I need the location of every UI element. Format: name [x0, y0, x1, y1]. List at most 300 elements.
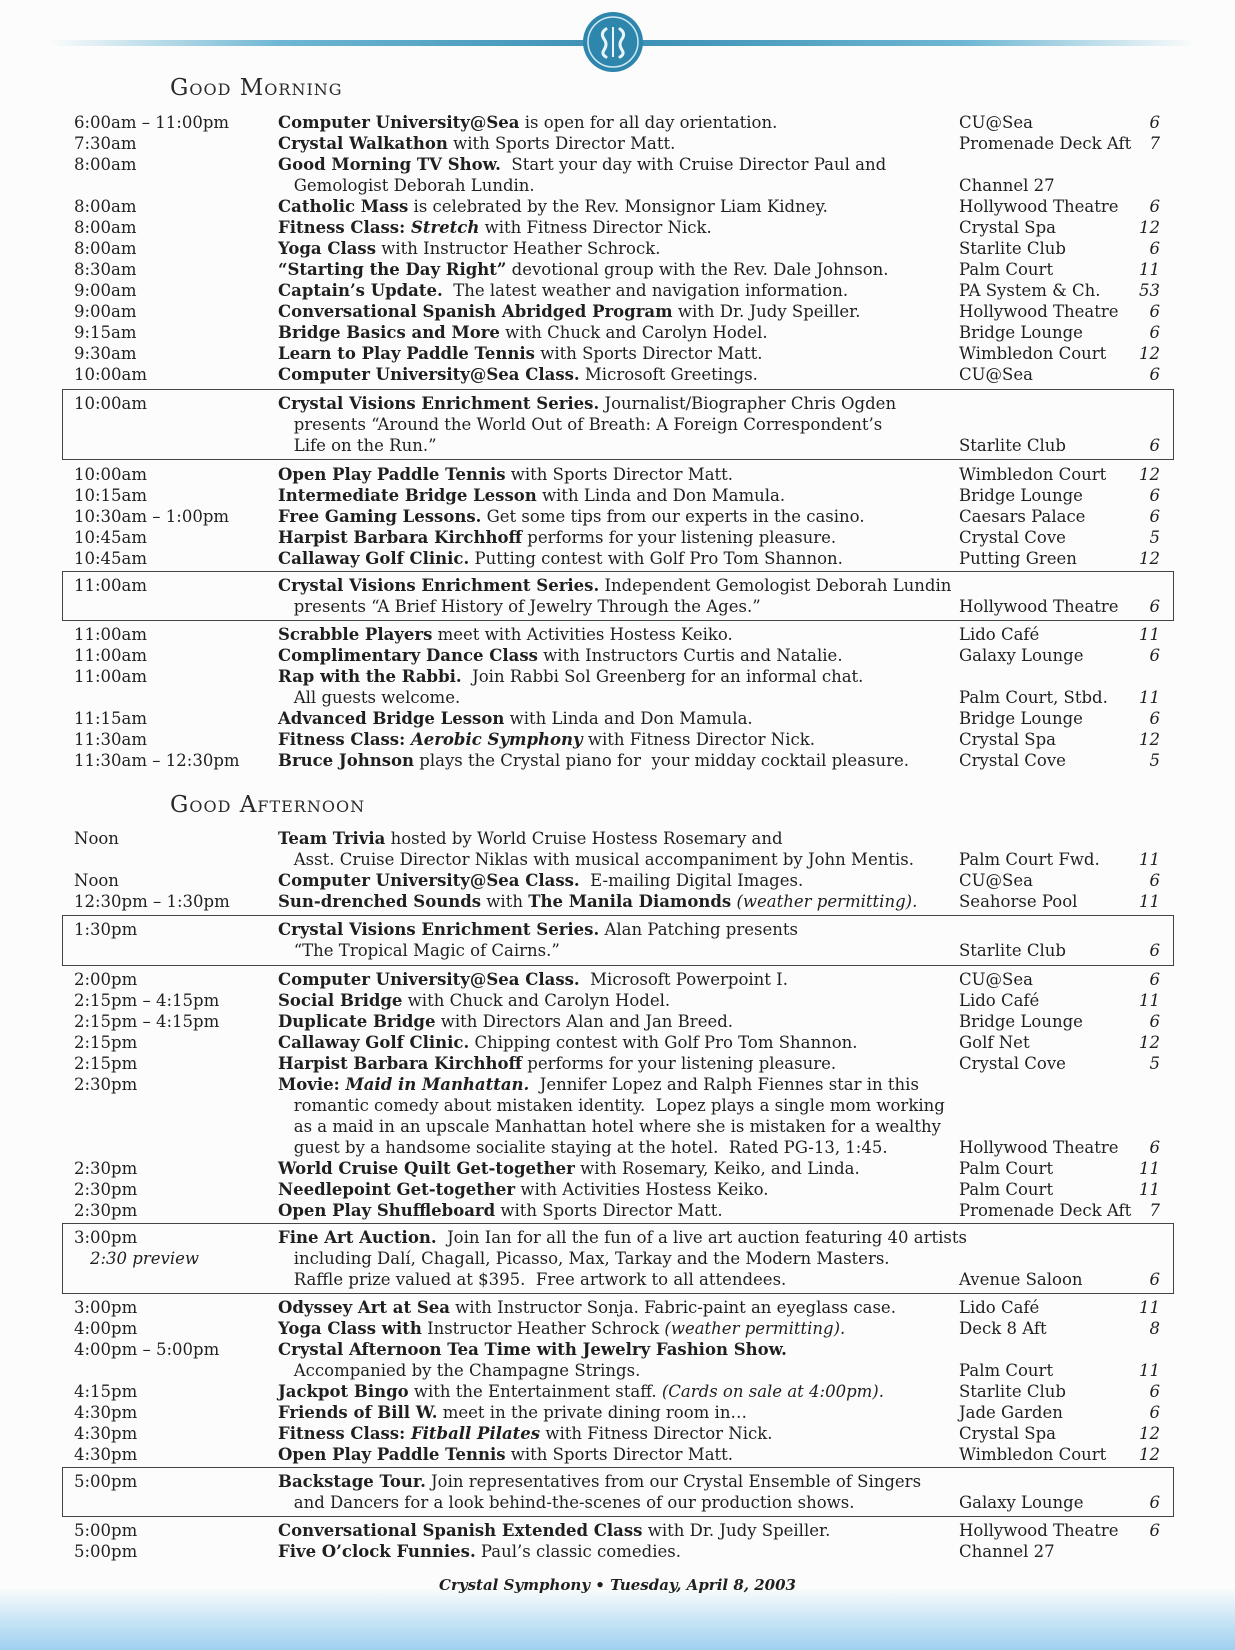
event-name: Five O’clock Funnies.	[278, 1542, 476, 1561]
schedule-row	[62, 1011, 1174, 1032]
event-detail: with Instructor Sonja. Fabric-paint an eyeglass case.	[449, 1298, 896, 1317]
event-time: 8:00am	[74, 155, 137, 174]
event-detail: with Sports Director Matt.	[495, 1201, 723, 1220]
event-time: 5:00pm	[74, 1521, 138, 1540]
event-location: Promenade Deck Aft	[959, 1201, 1132, 1220]
schedule-row	[62, 435, 1174, 456]
event-name: Bridge Basics and More	[278, 323, 500, 342]
event-location: Seahorse Pool	[959, 892, 1078, 911]
event-time: 6:00am – 11:00pm	[74, 113, 230, 132]
event-time: 8:00am	[74, 218, 137, 237]
event-detail: is open for all day orientation.	[519, 113, 778, 132]
event-detail: as a maid in an upscale Manhattan hotel where she is mistaken for a wealthy	[278, 1117, 941, 1136]
event-description	[278, 1116, 941, 1137]
deck-number: 12	[1139, 1424, 1160, 1443]
event-time: 4:30pm	[74, 1403, 138, 1422]
event-name: Harpist Barbara Kirchhoff	[278, 528, 523, 547]
deck-number: 11	[1139, 260, 1160, 279]
deck-number: 11	[1139, 850, 1160, 869]
schedule-row	[62, 1492, 1174, 1513]
event-name: Computer University@Sea Class.	[278, 365, 580, 384]
schedule-row	[62, 1339, 1174, 1360]
schedule-row	[62, 1541, 1174, 1562]
event-name: Crystal Walkathon	[278, 134, 448, 153]
event-time: 12:30pm – 1:30pm	[74, 892, 230, 911]
event-detail: with Sports Director Matt.	[505, 1445, 734, 1464]
deck-number: 6	[1149, 1270, 1160, 1289]
event-name: Jackpot Bingo	[278, 1382, 409, 1401]
event-name: Computer University@Sea	[278, 113, 520, 132]
deck-number: 12	[1139, 344, 1160, 363]
event-description	[278, 1095, 945, 1116]
schedule-row	[62, 624, 1174, 645]
schedule-row	[62, 1032, 1174, 1053]
event-detail: plays the Crystal piano for your midday cocktail pleasure.	[414, 751, 910, 770]
event-detail: and Dancers for a look behind-the-scenes of our production shows.	[278, 1493, 855, 1512]
event-location: CU@Sea	[959, 113, 1033, 132]
page-footer: Crystal Symphony • Tuesday, April 8, 2003	[439, 1576, 796, 1594]
event-name: Advanced Bridge Lesson	[278, 709, 505, 728]
event-description	[278, 238, 660, 259]
event-description	[278, 596, 761, 617]
event-location: CU@Sea	[959, 970, 1033, 989]
event-name: Crystal Visions Enrichment Series.	[278, 576, 600, 595]
event-description	[278, 1492, 855, 1513]
event-time: 10:45am	[74, 528, 148, 547]
event-location: Wimbledon Court	[959, 1445, 1107, 1464]
schedule-row	[62, 393, 1174, 414]
event-detail: with Sports Director Matt.	[447, 134, 676, 153]
event-time: 4:00pm – 5:00pm	[74, 1340, 220, 1359]
deck-number: 6	[1149, 941, 1160, 960]
schedule-row	[62, 1248, 1174, 1269]
event-name: Computer University@Sea Class.	[278, 871, 580, 890]
event-detail: presents “A Brief History of Jewelry Through the Ages.”	[278, 597, 761, 616]
schedule-row	[62, 343, 1174, 364]
event-time: 10:00am	[74, 365, 148, 384]
event-description	[278, 1381, 884, 1402]
event-name: Movie:	[278, 1075, 346, 1094]
event-location: Lido Café	[959, 991, 1040, 1010]
schedule-row	[62, 575, 1174, 596]
event-description	[278, 527, 836, 548]
event-time: 3:00pm	[74, 1298, 138, 1317]
schedule-row	[62, 414, 1174, 435]
event-location: Galaxy Lounge	[959, 646, 1084, 665]
event-description	[278, 870, 803, 891]
event-location: CU@Sea	[959, 871, 1033, 890]
event-time: 2:15pm – 4:15pm	[74, 1012, 220, 1031]
event-detail: Join Ian for all the fun of a live art auction featuring 40 artists	[436, 1228, 967, 1247]
deck-number: 6	[1149, 323, 1160, 342]
event-detail: Putting contest with Golf Pro Tom Shannon.	[469, 549, 843, 568]
event-description	[278, 259, 889, 280]
event-time: Noon	[74, 871, 119, 890]
event-detail: with Dr. Judy Speiller.	[642, 1521, 831, 1540]
event-description	[278, 729, 815, 750]
event-detail: with Activities Hostess Keiko.	[515, 1180, 769, 1199]
event-detail: Journalist/Biographer Chris Ogden	[599, 394, 897, 413]
event-description	[278, 891, 917, 912]
event-location: Starlite Club	[959, 436, 1066, 455]
event-name: Intermediate Bridge Lesson	[278, 486, 537, 505]
event-description	[278, 624, 733, 645]
event-location: Channel 27	[959, 176, 1055, 195]
event-name: Needlepoint Get-together	[278, 1180, 516, 1199]
schedule-row	[62, 548, 1174, 569]
event-detail: including Dalí, Chagall, Picasso, Max, Tarkay and the Modern Masters.	[278, 1249, 890, 1268]
event-location: CU@Sea	[959, 365, 1033, 384]
event-name: Fitness Class:	[278, 1424, 411, 1443]
event-description	[278, 1339, 787, 1360]
event-detail: Chipping contest with Golf Pro Tom Shannon.	[469, 1033, 858, 1052]
schedule-row	[62, 849, 1174, 870]
event-detail: romantic comedy about mistaken identity. Lopez plays a single mom working	[278, 1096, 945, 1115]
event-location: Palm Court, Stbd.	[959, 688, 1108, 707]
event-location: Palm Court Fwd.	[959, 850, 1100, 869]
event-description	[278, 322, 768, 343]
event-time: 2:30pm	[74, 1075, 138, 1094]
event-time: 4:30pm	[74, 1424, 138, 1443]
deck-number: 6	[1149, 197, 1160, 216]
event-description	[278, 1471, 921, 1492]
event-name: Catholic Mass	[278, 197, 409, 216]
event-name: Open Play Paddle Tennis	[278, 1445, 506, 1464]
schedule-row	[62, 1116, 1174, 1137]
event-detail: Microsoft Powerpoint I.	[579, 970, 788, 989]
event-name: Callaway Golf Clinic.	[278, 549, 470, 568]
event-location: Crystal Spa	[959, 1424, 1056, 1443]
event-location: Promenade Deck Aft	[959, 134, 1132, 153]
event-name: Conversational Spanish Abridged Program	[278, 302, 673, 321]
event-description	[278, 990, 670, 1011]
deck-number: 12	[1139, 1033, 1160, 1052]
event-description	[278, 1444, 733, 1465]
schedule-row	[62, 1269, 1174, 1290]
event-name: Maid in Manhattan.	[345, 1075, 530, 1094]
event-description	[278, 485, 785, 506]
event-description	[278, 666, 863, 687]
schedule-row	[62, 1158, 1174, 1179]
event-detail: Raffle prize valued at $395. Free artwork to all attendees.	[278, 1270, 787, 1289]
event-detail: with Instructor Heather Schrock.	[376, 239, 661, 258]
event-detail: with the Entertainment staff.	[408, 1382, 662, 1401]
deck-number: 6	[1149, 646, 1160, 665]
deck-number: 6	[1149, 1012, 1160, 1031]
event-description	[278, 393, 896, 414]
event-detail: Join representatives from our Crystal Ensemble of Singers	[425, 1472, 922, 1491]
schedule-row	[62, 196, 1174, 217]
deck-number: 5	[1149, 528, 1160, 547]
event-detail: performs for your listening pleasure.	[522, 528, 837, 547]
schedule-row	[62, 1471, 1174, 1492]
event-time: 10:30am – 1:00pm	[74, 507, 230, 526]
event-time: 11:30am	[74, 730, 148, 749]
event-description	[278, 1137, 888, 1158]
event-description	[278, 1227, 967, 1248]
event-time: 9:00am	[74, 302, 137, 321]
deck-number: 6	[1149, 871, 1160, 890]
event-time: 11:15am	[74, 709, 148, 728]
event-name: Odyssey Art at Sea	[278, 1298, 450, 1317]
event-time: 8:00am	[74, 197, 137, 216]
deck-number: 6	[1149, 709, 1160, 728]
event-description	[278, 343, 762, 364]
event-description	[278, 1402, 747, 1423]
deck-number: 7	[1149, 134, 1160, 153]
event-time: 10:15am	[74, 486, 148, 505]
event-location: Deck 8 Aft	[959, 1319, 1047, 1338]
schedule-row	[62, 828, 1174, 849]
event-time: 10:45am	[74, 549, 148, 568]
deck-number: 6	[1149, 365, 1160, 384]
event-name: (Cards on sale at 4:00pm).	[661, 1382, 884, 1401]
schedule-row	[62, 280, 1174, 301]
schedule-row	[62, 1297, 1174, 1318]
schedule-row	[62, 645, 1174, 666]
deck-number: 11	[1139, 1180, 1160, 1199]
event-name: Bruce Johnson	[278, 751, 415, 770]
deck-number: 11	[1139, 892, 1160, 911]
event-time: 11:00am	[74, 667, 148, 686]
event-location: Jade Garden	[959, 1403, 1063, 1422]
deck-number: 5	[1149, 751, 1160, 770]
schedule-row	[62, 154, 1174, 175]
schedule-row	[62, 506, 1174, 527]
event-description	[278, 364, 758, 385]
event-time: 2:30pm	[74, 1159, 138, 1178]
deck-number: 6	[1149, 436, 1160, 455]
event-detail: Instructor Heather Schrock	[421, 1319, 665, 1338]
deck-number: 6	[1149, 597, 1160, 616]
event-detail: Asst. Cruise Director Niklas with musical accompaniment by John Mentis.	[278, 850, 914, 869]
event-name: Fine Art Auction.	[278, 1228, 437, 1247]
event-description	[278, 414, 882, 435]
event-name: The Manila Diamonds	[528, 892, 732, 911]
event-detail: with Rosemary, Keiko, and Linda.	[574, 1159, 860, 1178]
event-name: (weather permitting).	[731, 892, 918, 911]
event-location: Hollywood Theatre	[959, 302, 1119, 321]
schedule-row	[62, 1074, 1174, 1095]
schedule-row	[62, 596, 1174, 617]
event-detail: with	[481, 892, 529, 911]
seahorse-emblem-icon	[582, 11, 644, 73]
event-location: Putting Green	[959, 549, 1077, 568]
event-location: Starlite Club	[959, 1382, 1066, 1401]
schedule-row	[62, 1318, 1174, 1339]
deck-number: 6	[1149, 1382, 1160, 1401]
event-description	[278, 849, 914, 870]
section-title: Good Afternoon	[170, 792, 366, 818]
deck-number: 6	[1149, 1403, 1160, 1422]
event-detail: with Chuck and Carolyn Hodel.	[402, 991, 671, 1010]
event-location: Starlite Club	[959, 239, 1066, 258]
event-detail: with Fitness Director Nick.	[479, 218, 712, 237]
schedule-row	[62, 364, 1174, 385]
event-location: Crystal Cove	[959, 528, 1066, 547]
deck-number: 6	[1149, 1493, 1160, 1512]
event-name: Crystal Visions Enrichment Series.	[278, 394, 600, 413]
event-name: Backstage Tour.	[278, 1472, 426, 1491]
deck-number: 12	[1139, 549, 1160, 568]
event-location: Palm Court	[959, 1361, 1054, 1380]
event-location: PA System & Ch.	[959, 281, 1101, 300]
deck-number: 8	[1149, 1319, 1160, 1338]
event-location: Bridge Lounge	[959, 486, 1083, 505]
event-description	[278, 919, 798, 940]
event-detail: Alan Patching presents	[599, 920, 798, 939]
deck-number: 11	[1139, 688, 1160, 707]
event-detail: with Instructors Curtis and Natalie.	[537, 646, 843, 665]
event-description	[278, 196, 828, 217]
event-description	[278, 280, 848, 301]
schedule-row	[62, 133, 1174, 154]
deck-number: 12	[1139, 1445, 1160, 1464]
event-time: 11:00am	[74, 625, 148, 644]
schedule-row	[62, 969, 1174, 990]
schedule-row	[62, 729, 1174, 750]
schedule-row	[62, 1227, 1174, 1248]
event-description	[278, 1158, 860, 1179]
deck-number: 6	[1149, 239, 1160, 258]
event-detail: Microsoft Greetings.	[579, 365, 758, 384]
event-description	[278, 750, 909, 771]
deck-number: 6	[1149, 113, 1160, 132]
event-time: 3:00pm	[74, 1228, 138, 1247]
event-time: 2:00pm	[74, 970, 138, 989]
event-location: Palm Court	[959, 1159, 1054, 1178]
event-name: Scrabble Players	[278, 625, 433, 644]
event-time: 1:30pm	[74, 920, 138, 939]
event-name: Captain’s Update.	[278, 281, 443, 300]
event-detail: E-mailing Digital Images.	[579, 871, 804, 890]
event-detail: with Fitness Director Nick.	[582, 730, 815, 749]
event-description	[278, 548, 843, 569]
event-detail: with Sports Director Matt.	[534, 344, 763, 363]
event-description	[278, 1179, 768, 1200]
event-location: Channel 27	[959, 1542, 1055, 1561]
deck-number: 6	[1149, 302, 1160, 321]
event-detail: devotional group with the Rev. Dale Johnson.	[506, 260, 889, 279]
event-name: Complimentary Dance Class	[278, 646, 538, 665]
event-name: Social Bridge	[278, 991, 403, 1010]
event-detail: Paul’s classic comedies.	[475, 1542, 681, 1561]
deck-number: 7	[1149, 1201, 1160, 1220]
event-description	[278, 506, 865, 527]
deck-number: 53	[1139, 281, 1160, 300]
event-description	[278, 940, 560, 961]
event-detail: All guests welcome.	[278, 688, 461, 707]
event-detail: Independent Gemologist Deborah Lundin	[599, 576, 952, 595]
event-name: Open Play Paddle Tennis	[278, 465, 506, 484]
event-detail: meet with Activities Hostess Keiko.	[432, 625, 733, 644]
event-name: Stretch	[410, 218, 480, 237]
event-description	[278, 301, 860, 322]
event-description	[278, 154, 886, 175]
event-name: Conversational Spanish Extended Class	[278, 1521, 643, 1540]
event-time: 11:30am – 12:30pm	[74, 751, 240, 770]
deck-number: 12	[1139, 465, 1160, 484]
event-description	[278, 708, 753, 729]
event-description	[278, 1297, 896, 1318]
event-time: 11:00am	[74, 576, 148, 595]
event-name: Yoga Class	[278, 239, 376, 258]
event-name: Rap with the Rabbi.	[278, 667, 462, 686]
deck-number: 5	[1149, 1054, 1160, 1073]
event-detail: with Chuck and Carolyn Hodel.	[499, 323, 768, 342]
deck-number: 11	[1139, 1159, 1160, 1178]
event-location: Caesars Palace	[959, 507, 1086, 526]
event-name: Friends of Bill W.	[278, 1403, 438, 1422]
event-time: 4:15pm	[74, 1382, 138, 1401]
event-description	[278, 687, 460, 708]
event-location: Starlite Club	[959, 941, 1066, 960]
event-detail: with Linda and Don Mamula.	[504, 709, 753, 728]
event-location: Hollywood Theatre	[959, 1138, 1119, 1157]
schedule-row	[62, 1360, 1174, 1381]
deck-number: 11	[1139, 625, 1160, 644]
event-location: Lido Café	[959, 1298, 1040, 1317]
schedule-row	[62, 990, 1174, 1011]
event-detail: guest by a handsome socialite staying at the hotel. Rated PG-13, 1:45.	[278, 1138, 888, 1157]
schedule-row	[62, 1444, 1174, 1465]
schedule-row	[62, 666, 1174, 687]
event-name: Crystal Afternoon Tea Time with Jewelry Fashion Show.	[278, 1340, 787, 1359]
event-description	[278, 1423, 772, 1444]
event-location: Crystal Spa	[959, 218, 1056, 237]
deck-number: 6	[1149, 970, 1160, 989]
event-location: Palm Court	[959, 1180, 1054, 1199]
event-name: Aerobic Symphony	[410, 730, 583, 749]
event-name: Computer University@Sea Class.	[278, 970, 580, 989]
event-description	[278, 1541, 681, 1562]
schedule-row	[62, 464, 1174, 485]
schedule-row	[62, 1423, 1174, 1444]
schedule-row	[62, 1402, 1174, 1423]
event-location: Avenue Saloon	[959, 1270, 1083, 1289]
event-name: World Cruise Quilt Get-together	[278, 1159, 575, 1178]
event-description	[278, 217, 712, 238]
event-name: “Starting the Day Right”	[278, 260, 507, 279]
event-time: 9:30am	[74, 344, 137, 363]
schedule-row	[62, 1053, 1174, 1074]
event-detail: Join Rabbi Sol Greenberg for an informal chat.	[461, 667, 864, 686]
schedule-row	[62, 750, 1174, 771]
event-name: Yoga Class with	[278, 1319, 422, 1338]
event-detail: Start your day with Cruise Director Paul and	[500, 155, 887, 174]
event-description	[278, 969, 788, 990]
event-name: Fitball Pilates	[410, 1424, 541, 1443]
section-title: Good Morning	[170, 75, 343, 101]
event-detail: with Directors Alan and Jan Breed.	[435, 1012, 734, 1031]
event-detail: Life on the Run.”	[278, 436, 437, 455]
event-description	[278, 828, 783, 849]
event-description	[278, 464, 733, 485]
event-name: (weather permitting).	[664, 1319, 846, 1338]
event-name: Fitness Class:	[278, 730, 411, 749]
event-location: Crystal Spa	[959, 730, 1056, 749]
event-location: Golf Net	[959, 1033, 1030, 1052]
event-name: Fitness Class:	[278, 218, 411, 237]
event-detail: Accompanied by the Champagne Strings.	[278, 1361, 641, 1380]
event-time: 9:15am	[74, 323, 137, 342]
event-detail: Get some tips from our experts in the casino.	[481, 507, 865, 526]
event-time: 4:00pm	[74, 1319, 138, 1338]
event-time: 7:30am	[74, 134, 137, 153]
schedule-row	[62, 322, 1174, 343]
deck-number: 11	[1139, 1361, 1160, 1380]
schedule-row	[62, 112, 1174, 133]
